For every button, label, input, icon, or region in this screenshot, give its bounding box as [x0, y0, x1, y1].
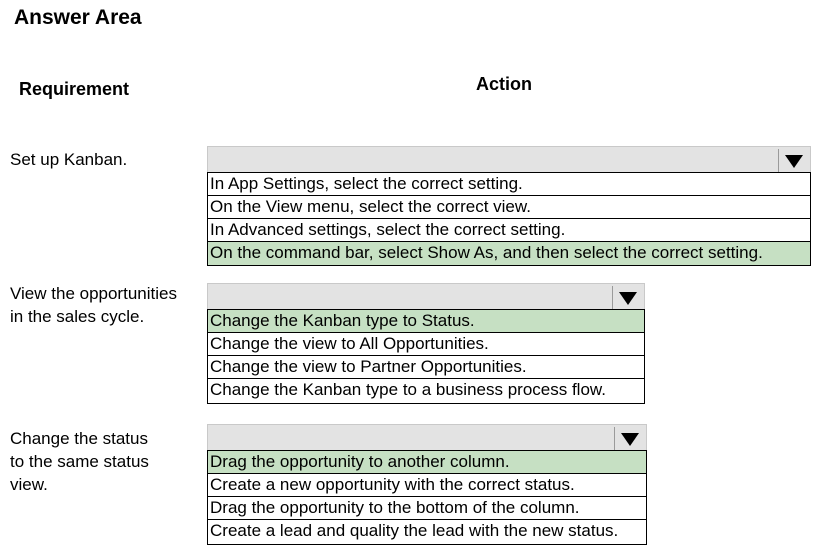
action-options-3: [207, 450, 647, 545]
action-dropdown-2[interactable]: [207, 283, 645, 311]
requirement-column-header: Requirement: [19, 79, 130, 99]
action-1-option-1[interactable]: In App Settings, select the correct setting.: [208, 173, 810, 196]
action-options-2: [207, 309, 645, 404]
requirement-2: [10, 282, 177, 328]
action-2-option-1-selected[interactable]: Change the Kanban type to Status.: [208, 310, 644, 333]
action-dropdown-1[interactable]: [207, 146, 811, 174]
requirement-1: [10, 148, 127, 171]
action-3-option-2[interactable]: Create a new opportunity with the correct status.: [208, 474, 646, 497]
action-3-option-4[interactable]: Create a lead and quality the lead with the new status.: [210, 521, 619, 540]
action-1-option-3[interactable]: In Advanced settings, select the correct setting.: [208, 219, 810, 242]
action-1-option-2[interactable]: On the View menu, select the correct view.: [208, 196, 810, 219]
requirement-3-line-3: view.: [10, 475, 48, 494]
action-1-option-4-selected[interactable]: On the command bar, select Show As, and then select the correct setting.: [208, 242, 810, 265]
action-options-1: [207, 172, 811, 266]
action-2-option-4[interactable]: Change the Kanban type to a business process flow.: [210, 380, 606, 399]
action-3-option-3[interactable]: Drag the opportunity to the bottom of the column.: [208, 497, 646, 520]
requirement-3-line-1: Change the status: [10, 429, 148, 448]
triangle-down-icon[interactable]: [612, 286, 642, 310]
action-column-header: Action: [476, 74, 532, 94]
triangle-down-icon[interactable]: [778, 149, 808, 173]
action-2-option-2[interactable]: Change the view to All Opportunities.: [208, 333, 644, 356]
action-3-option-1-selected[interactable]: Drag the opportunity to another column.: [208, 451, 646, 474]
triangle-down-icon[interactable]: [614, 427, 644, 451]
requirement-1-line-1: Set up Kanban.: [10, 150, 128, 169]
requirement-2-line-1: View the opportunities: [10, 284, 177, 303]
requirement-2-line-2: in the sales cycle.: [10, 307, 145, 326]
requirement-3-line-2: to the same status: [10, 452, 149, 471]
action-dropdown-3[interactable]: [207, 424, 647, 452]
requirement-3: [10, 427, 149, 496]
answer-area-title: Answer Area: [14, 6, 142, 29]
action-2-option-3[interactable]: Change the view to Partner Opportunities.: [208, 356, 644, 379]
